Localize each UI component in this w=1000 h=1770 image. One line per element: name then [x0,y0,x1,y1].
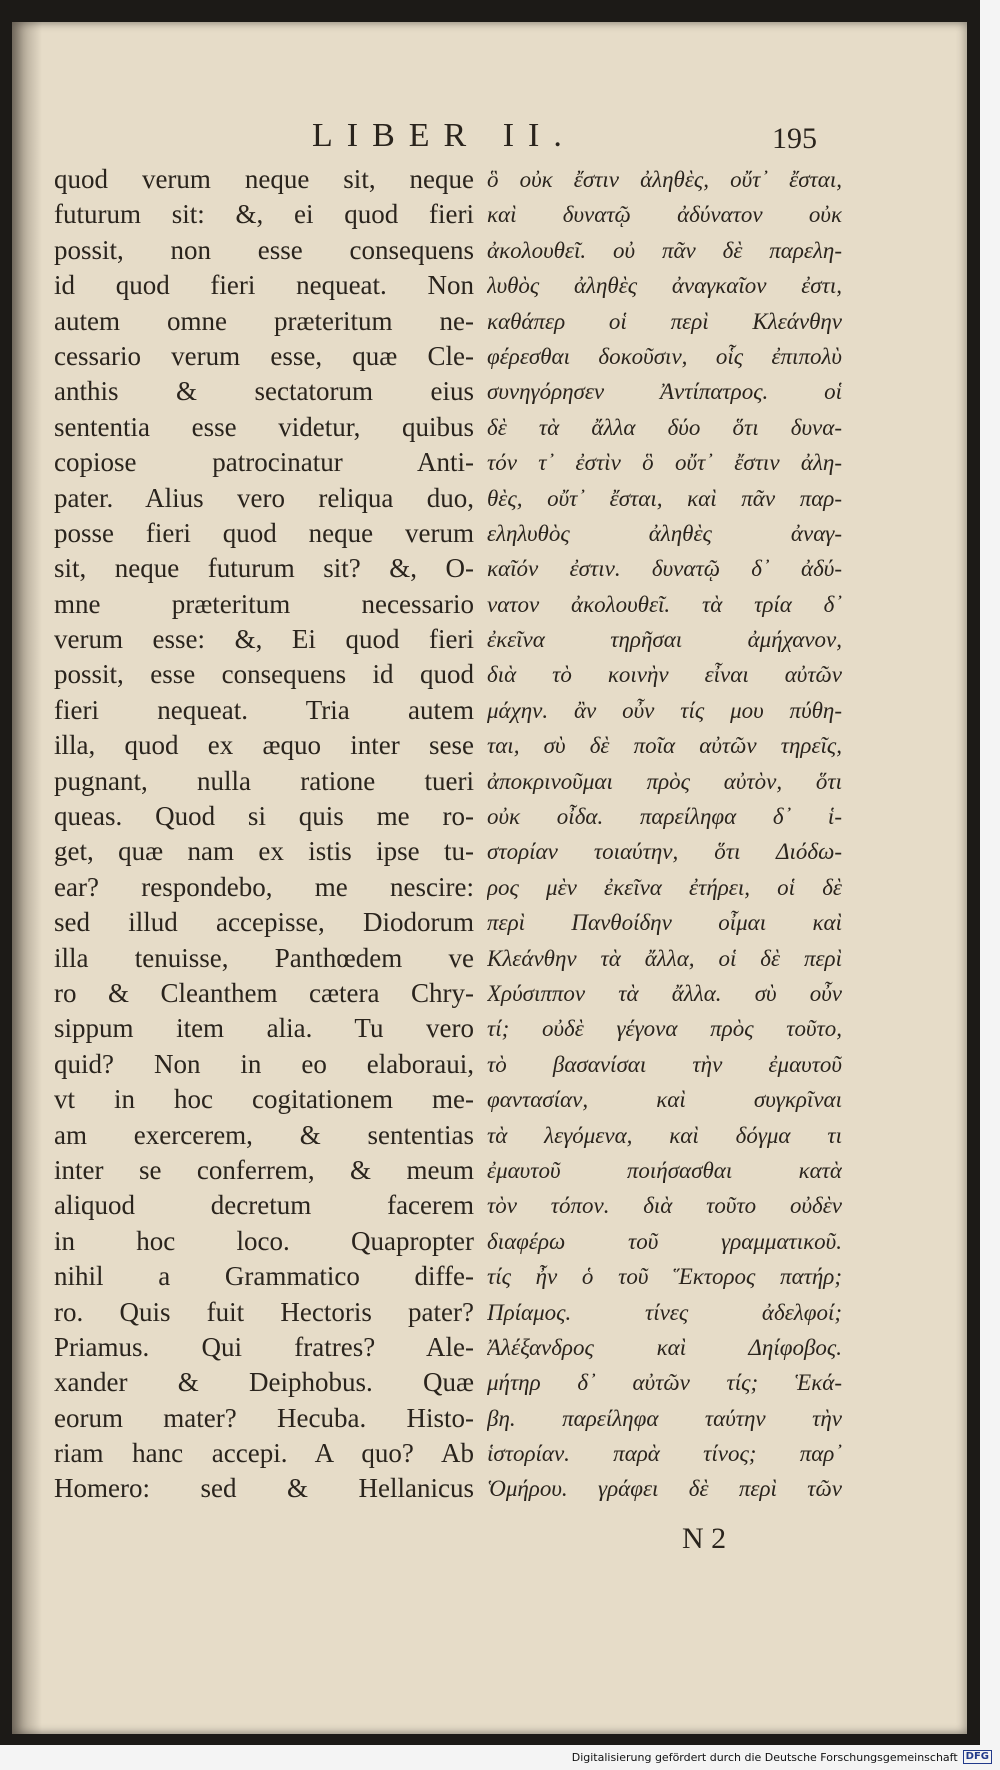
text-line: posse fieri quod neque verum [54,517,474,548]
text-line: quid? Non in eo elaboraui, [54,1048,474,1079]
text-line: βη. παρείληφα ταύτην τὴν [487,1405,842,1431]
text-line: φαντασίαν, καὶ συγκρῖναι [487,1087,842,1113]
text-line: anthis & sectatorum eius [54,376,474,407]
text-line: διὰ τὸ κοινὴν εἶναι αὐτῶν [487,662,842,688]
dfg-logo-icon: DFG [963,1750,992,1764]
text-line: possit, non esse consequens [54,234,474,265]
text-line: ὃ οὐκ ἔστιν ἀληθὲς, οὔτ᾽ ἔσται, [487,167,842,192]
book-page [12,22,967,1734]
text-line: οὐκ οἶδα. παρείληφα δ᾽ ἱ- [487,804,842,830]
text-line: aliquod decretum facerem [54,1190,474,1221]
text-line: Ὁμήρου. γράφει δὲ περὶ τῶν [487,1476,842,1502]
latin-column [54,162,474,1507]
text-line: queas. Quod si quis me ro- [54,801,474,832]
text-line: ρος μὲν ἐκεῖνα ἐτήρει, οἱ δὲ [487,874,842,900]
text-line: δὲ τὰ ἄλλα δύο ὅτι δυνα- [487,414,842,440]
text-line: συνηγόρησεν Ἀντίπατρος. οἱ [487,379,842,405]
text-line: eorum mater? Hecuba. Histo- [54,1402,474,1433]
text-line: nihil a Grammatico diffe- [54,1261,474,1292]
text-line: am exercerem, & sententias [54,1119,474,1150]
text-line: ἱστορίαν. παρὰ τίνος; παρ᾽ [487,1441,842,1467]
text-line: φέρεσθαι δοκοῦσιν, οἷς ἐπιπολὺ [487,343,842,369]
text-line: sed illud accepisse, Diodorum [54,907,474,938]
text-line: inter se conferrem, & meum [54,1154,474,1185]
text-line: quod verum neque sit, neque [54,164,474,194]
text-line: τὸν τόπον. διὰ τοῦτο οὐδὲν [487,1193,842,1219]
text-line: cessario verum esse, quæ Cle- [54,340,474,371]
text-line: illa, quod ex æquo inter sese [54,730,474,761]
text-line: Πρίαμος. τίνες ἀδελφοί; [487,1299,842,1325]
text-line: μήτηρ δ᾽ αὐτῶν τίς; Ἑκά- [487,1370,842,1396]
text-line: autem omne præteritum ne- [54,305,474,336]
text-line: τίς ἦν ὁ τοῦ Ἕκτορος πατήρ; [487,1264,842,1290]
text-line: μάχην. ἂν οὖν τίς μου πύθη- [487,697,842,723]
greek-column [487,162,842,1507]
text-line: τὰ λεγόμενα, καὶ δόγμα τι [487,1122,842,1148]
text-line: τόν τ᾽ ἐστὶν ὃ οὔτ᾽ ἔστιν ἀλη- [487,450,842,476]
text-line: ear? respondebo, me nescire: [54,871,474,902]
text-line: vt in hoc cogitationem me- [54,1084,474,1115]
text-line: riam hanc accepi. A quo? Ab [54,1438,474,1469]
text-line: pugnant, nulla ratione tueri [54,765,474,796]
text-line: id quod fieri nequeat. Non [54,270,474,301]
text-line: ἀκολουθεῖ. οὐ πᾶν δὲ παρελη- [487,237,842,263]
text-line: εληλυθὸς ἀληθὲς ἀναγ- [487,520,842,546]
text-line: verum esse: &, Ei quod fieri [54,624,474,655]
digitization-footer [572,1750,992,1764]
text-line: νατον ἀκολουθεῖ. τὰ τρία δ᾽ [487,591,842,617]
text-line: futurum sit: &, ei quod fieri [54,199,474,230]
text-line: περὶ Πανθοίδην οἶμαι καὶ [487,910,842,936]
text-line: Ἀλέξανδρος καὶ Δηίφοβος. [487,1334,842,1360]
signature-mark: N 2 [682,1522,727,1555]
text-line: fieri nequeat. Tria autem [54,694,474,725]
text-line: καῖόν ἐστιν. δυνατῷ δ᾽ ἀδύ- [487,556,842,582]
text-line: xander & Deiphobus. Quæ [54,1367,474,1398]
text-line: mne præteritum necessario [54,588,474,619]
text-line: ται, σὺ δὲ ποῖα αὐτῶν τηρεῖς, [487,733,842,759]
text-line: possit, esse consequens id quod [54,659,474,690]
page-number: 195 [772,122,817,155]
text-line: sententia esse videtur, quibus [54,411,474,442]
text-line: θὲς, οὔτ᾽ ἔσται, καὶ πᾶν παρ- [487,485,842,511]
text-line: Χρύσιππον τὰ ἄλλα. σὺ οὖν [487,980,842,1006]
text-line: λυθὸς ἀληθὲς ἀναγκαῖον ἐστι, [487,273,842,299]
text-line: ἐκεῖνα τηρῆσαι ἀμήχανον, [487,627,842,653]
text-line: Κλεάνθην τὰ ἄλλα, οἱ δὲ περὶ [487,945,842,971]
text-line: pater. Alius vero reliqua duo, [54,482,474,513]
text-line: Homero: sed & Hellanicus [54,1473,474,1504]
text-line: Priamus. Qui fratres? Ale- [54,1331,474,1362]
text-line: τὸ βασανίσαι τὴν ἐμαυτοῦ [487,1051,842,1077]
running-header: LIBER II. [312,117,576,154]
text-line: copiose patrocinatur Anti- [54,447,474,478]
text-line: ro & Cleanthem cætera Chry- [54,977,474,1008]
footer-credit: Digitalisierung gefördert durch die Deutsche Forschungsgemeinschaft [571,1750,958,1764]
text-line: διαφέρω τοῦ γραμματικοῦ. [487,1228,842,1254]
text-line: τί; οὐδὲ γέγονα πρὸς τοῦτο, [487,1016,842,1042]
text-line: καθάπερ οἱ περὶ Κλεάνθην [487,308,842,334]
text-line: in hoc loco. Quapropter [54,1225,474,1256]
text-line: sit, neque futurum sit? &, O- [54,553,474,584]
text-line: καὶ δυνατῷ ἀδύνατον οὐκ [487,202,842,228]
text-line: ro. Quis fuit Hectoris pater? [54,1296,474,1327]
text-line: illa tenuisse, Panthœdem ve [54,942,474,973]
text-line: ἐμαυτοῦ ποιήσασθαι κατὰ [487,1157,842,1183]
text-line: στορίαν τοιαύτην, ὅτι Διόδω- [487,839,842,865]
text-line: ἀποκρινοῦμαι πρὸς αὐτὸν, ὅτι [487,768,842,794]
text-line: get, quæ nam ex istis ipse tu- [54,836,474,867]
text-line: sippum item alia. Tu vero [54,1013,474,1044]
